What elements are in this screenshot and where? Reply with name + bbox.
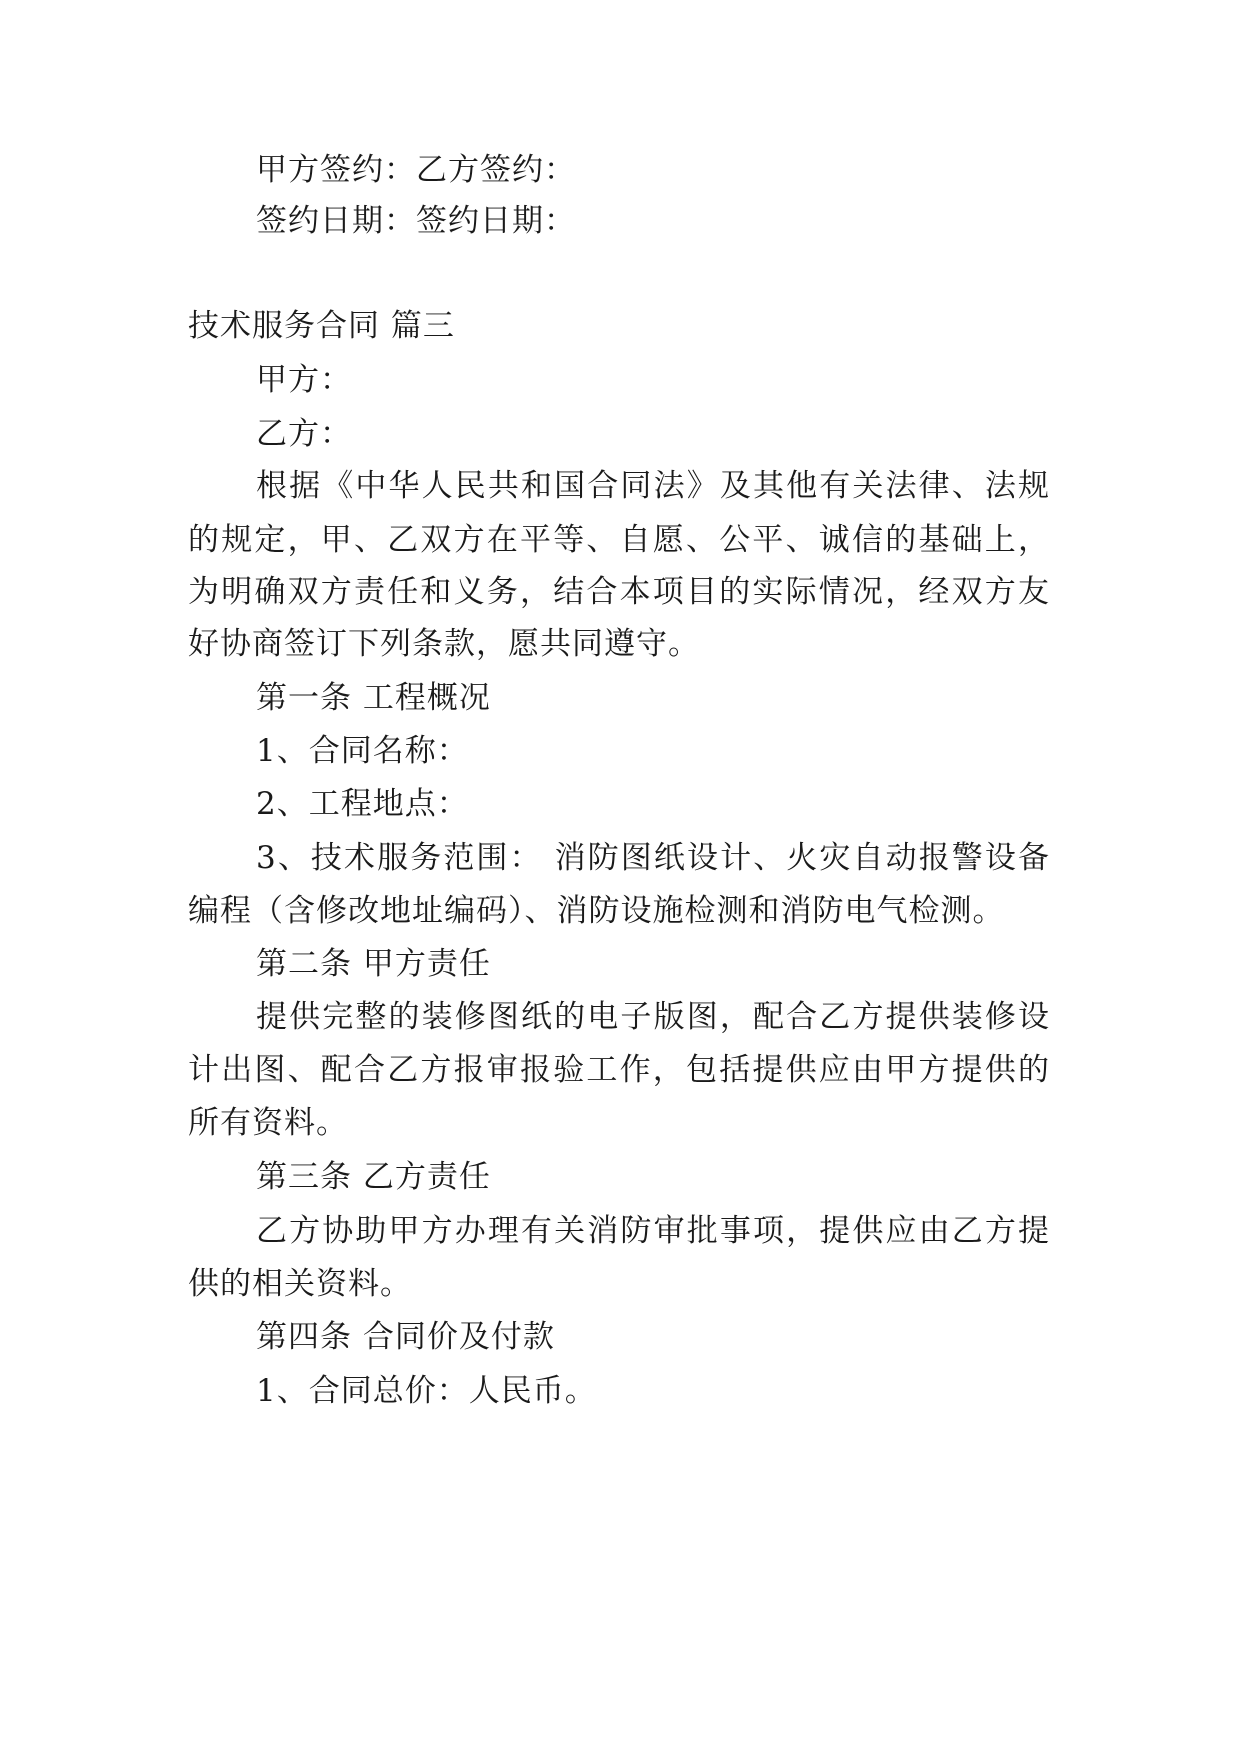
article-2-body-line: 提供完整的装修图纸的电子版图，配合乙方提供装修设 (256, 999, 1050, 1035)
article-3-body-line: 供的相关资料。 (188, 1266, 412, 1302)
article-1-item: 1、合同名称： (256, 733, 469, 769)
article-1-title: 第一条 工程概况 (256, 680, 491, 716)
article-3-body-line: 乙方协助甲方办理有关消防审批事项，提供应由乙方提 (256, 1213, 1050, 1249)
article-1-item: 3、技术服务范围： 消防图纸设计、火灾自动报警设备 (256, 840, 1050, 876)
article-4-title: 第四条 合同价及付款 (256, 1319, 555, 1355)
intro-paragraph-line: 为明确双方责任和义务，结合本项目的实际情况，经双方友 (188, 574, 1050, 610)
article-2-body-line: 所有资料。 (188, 1105, 348, 1141)
section-heading: 技术服务合同 篇三 (188, 308, 455, 344)
article-3-title: 第三条 乙方责任 (256, 1159, 491, 1195)
article-2-body-line: 计出图、配合乙方报审报验工作，包括提供应由甲方提供的 (188, 1052, 1050, 1088)
party-b-line: 乙方： (256, 416, 352, 452)
intro-paragraph-line: 根据《中华人民共和国合同法》及其他有关法律、法规 (256, 468, 1050, 504)
signature-line: 甲方签约：乙方签约： (256, 152, 576, 188)
article-1-item: 编程（含修改地址编码）、消防设施检测和消防电气检测。 (188, 893, 1005, 929)
party-a-line: 甲方： (256, 362, 352, 398)
article-4-item: 1、合同总价：人民币。 (256, 1373, 597, 1409)
article-1-item: 2、工程地点： (256, 786, 469, 822)
article-2-title: 第二条 甲方责任 (256, 946, 491, 982)
intro-paragraph-line: 好协商签订下列条款，愿共同遵守。 (188, 626, 700, 662)
signature-date-line: 签约日期：签约日期： (256, 203, 576, 239)
intro-paragraph-line: 的规定，甲、乙双方在平等、自愿、公平、诚信的基础上， (188, 522, 1050, 558)
